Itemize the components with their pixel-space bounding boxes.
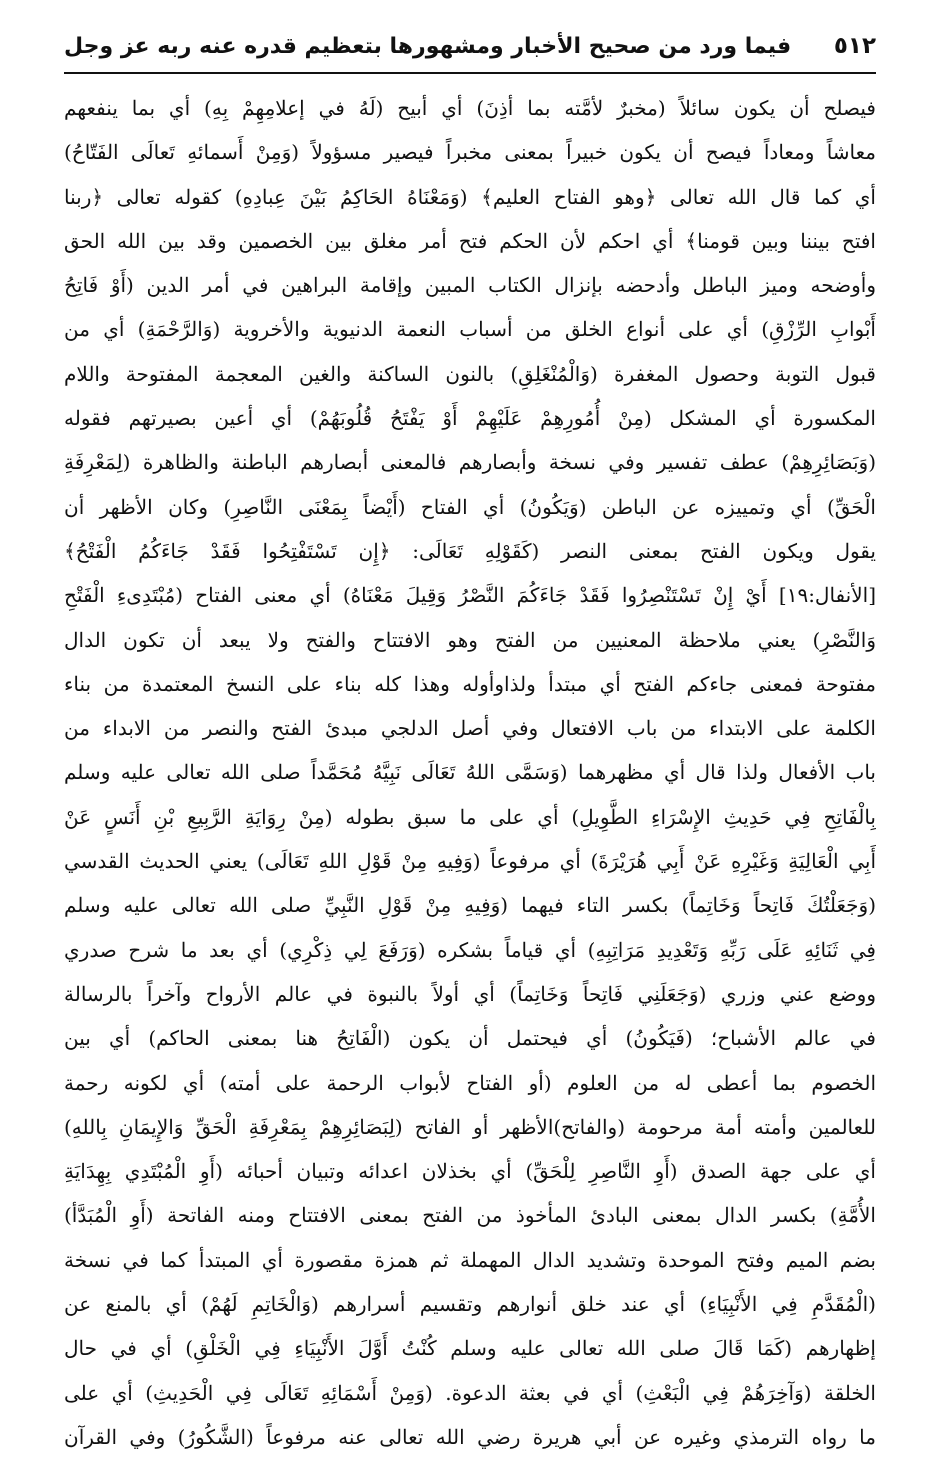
text-line: بِالْفَاتِحِ فِي حَدِيثِ الإِسْرَاءِ الطَّوِيلِ) أي على ما سبق بطوله (مِنْ رِوَايَةِ الرَّبِيعِ بْنِ أَنَسٍ عَنْ <box>64 804 876 829</box>
text-line: أَبِي الْعَالِيَةِ وَغَيْرِهِ عَنْ أَبِي هُرَيْرَةَ) أي مرفوعاً (وَفِيهِ مِنْ قَوْلِ اللهِ تَعَالَى) يعني الحديث القدسي <box>64 849 876 874</box>
text-line: الخصوم بما أعطى له من العلوم (أو الفتاح لأبواب الرحمة على أمته) أي لكونه رحمة <box>64 1070 876 1095</box>
text-line: فيصلح أن يكون سائلاً (مخبرٌ لأمَّته بما أذِنَ) أي أبيح (لَهُ في إعلامِهِمْ بِهِ) أي بما ينفعهم <box>64 96 876 120</box>
text-line: إظهارهم (كَمَا قَالَ صلى الله تعالى عليه وسلم كُنْتُ أَوَّلَ الأَنْبِيَاءِ فِي الْخَلْقِ) أي في حال <box>64 1336 876 1361</box>
text-line: الخلقة (وَآخِرَهُمْ فِي الْبَعْثِ) أي في بعثة الدعوة. (وَمِنْ أَسْمَائِهِ تَعَالَى فِي الْحَدِيثِ) أي على <box>64 1380 876 1405</box>
running-title: فيما ورد من صحيح الأخبار ومشهورها بتعظيم قدره عنه ربه عز وجل <box>64 33 792 59</box>
text-line: للعالمين وأمته أمة مرحومة (والفاتح)الأظهر أو الفاتح (لِبَصَائِرِهِمْ بِمَعْرِفَةِ الْحَقِّ وَالإِيمَانِ بِاللهِ) <box>64 1114 876 1139</box>
text-line: [الأنفال:١٩] أَيْ إِنْ تَسْتَنْصِرُوا فَقَدْ جَاءَكُمَ النَّصْرُ وَقِيلَ مَعْنَاهُ) أي معنى الفتاح (مُبْتَدِىءِ الْفَتْحِ <box>64 583 876 608</box>
text-line: بضم الميم وفتح الموحدة وتشديد الدال المهملة ثم همزة مقصورة أي المبتدأ كما في نسخة <box>64 1247 876 1272</box>
text-line: باب الأفعال ولذا قال أي مظهرهما (وَسَمَّى اللهُ تَعَالَى نَبِيَّهُ مُحَمَّداً صلى الله تعالى عليه وسلم <box>64 760 876 785</box>
text-line: معاشاً ومعاداً فيصح أن يكون خبيراً بمعنى مخبراً فيصير مسؤولاً (وَمِنْ أَسمائهِ تَعالَى الفَتّاحُ) <box>64 140 876 165</box>
page-header <box>64 26 876 66</box>
text-line: (وَجَعَلْتُكَ فَاتِحاً وَخَاتِماً) بكسر التاء فيهما (وَفِيهِ مِنْ قَوْلِ النَّبِيِّ صلى الله تعالى عليه وسلم <box>64 893 876 918</box>
text-line: يقول ويكون الفتح بمعنى النصر (كَقَوْلِهِ تَعَالَى: ﴿إِن تَسْتَفْتِحُوا فَقَدْ جَاءَكُمُ الْفَتْحُ﴾ <box>64 538 876 563</box>
text-line: افتح بيننا وبين قومنا﴾ أي احكم لأن الحكم فتح أمر مغلق بين الخصمين وقد بين الله الحق <box>64 228 876 253</box>
body-text <box>64 86 876 1459</box>
text-line: المكسورة أي المشكل (مِنْ أُمُورِهِمْ عَلَيْهِمْ أَوْ يَفْتَحُ قُلُوبَهُمْ) أي أعين بصيرتهم فقوله <box>64 406 876 431</box>
text-line: أي على جهة الصدق (أَوِ النَّاصِرِ لِلْحَقِّ) أي بخذلان اعدائه وتبيان أحبائه (أَوِ الْمُبْتَدِي بِهِدَايَةِ <box>64 1159 876 1184</box>
text-line: الأُمَّةِ) بكسر الدال بمعنى البادئ المأخوذ من الفتح بمعنى الافتتاح ومنه الفاتحة (أَوِ الْمُبَدَّأ) <box>64 1203 876 1228</box>
text-line: أي كما قال الله تعالى ﴿وهو الفتاح العليم﴾ (وَمَعْنَاهُ الحَاكِمُ بَيْنَ عِبادِهِ) كقوله تعالى ﴿ربنا <box>64 184 876 209</box>
text-line: (وَبَصَائِرِهِمْ) عطف تفسير وفي نسخة وأبصارهم فالمعنى أبصارهم الباطنة والظاهرة (لِمَعْرِفَةِ <box>64 450 876 475</box>
text-line: وأوضحه وميز الباطل وأدحضه بإنزال الكتاب المبين وإقامة البراهين في أمر الدين (أَوْ فَاتِحُ <box>64 273 876 298</box>
text-line: الكلمة على الابتداء من باب الافتعال وفي أصل الدلجي مبدئ الفتح والنصر من الابداء من <box>64 716 876 741</box>
text-line: ووضع عني وزري (وَجَعَلَنِي فَاتِحاً وَخَاتِماً) أي أولاً بالنبوة في عالم الأرواح وآخراً بالرسالة <box>64 981 876 1006</box>
text-line: وَالنَّصْرِ) يعني ملاحظة المعنيين من الفتح وهو الافتتاح والفتح ولا يبعد أن تكون الدال <box>64 627 876 652</box>
text-line: (الْمُقَدَّمِ فِي الأَنْبِيَاءِ) أي عند خلق أنوارهم وتقسيم أسرارهم (وَالْخَاتِمِ لَهُمْ) أي بالمنع عن <box>64 1292 876 1317</box>
text-line: قبول التوبة وحصول المغفرة (وَالْمُنْغَلِقِ) بالنون الساكنة والغين المعجمة المفتوحة واللام <box>64 361 876 386</box>
text-line: أَبْوابِ الرِّزْقِ) أي على أنواع الخلق من أسباب النعمة الدنيوية والأخروية (وَالرَّحْمَةِ) أي من <box>64 317 876 342</box>
text-line: ما رواه الترمذي وغيره عن أبي هريرة رضي الله تعالى عنه مرفوعاً (الشَّكُورُ) وفي القرآن <box>64 1424 876 1449</box>
header-rule <box>64 72 876 74</box>
text-line: مفتوحة فمعنى جاءكم الفتح أي مبتدأ ولذاوأوله وهذا كله بناء على النسخ المعتمدة من بناء <box>64 671 876 696</box>
text-line: في عالم الأشباح؛ (فَيَكُونُ) أي فيحتمل أن يكون (الْفَاتِحُ هنا بمعنى الحاكم) أي بين <box>64 1026 876 1051</box>
page-number: ٥١٢ <box>833 33 876 59</box>
text-line: الْحَقِّ) أي وتمييزه عن الباطن (وَيَكُونُ) أي الفتاح (أَيْضاً بِمَعْنَى النَّاصِرِ) وكان الأظهر أن <box>64 494 876 519</box>
text-line: فِي ثَنَائِهِ عَلَى رَبِّهِ وَتَعْدِيدِ مَرَاتِبِهِ) أي قياماً بشكره (وَرَفَعَ لِي ذِكْرِي) أي بعد ما شرح صدري <box>64 937 876 962</box>
